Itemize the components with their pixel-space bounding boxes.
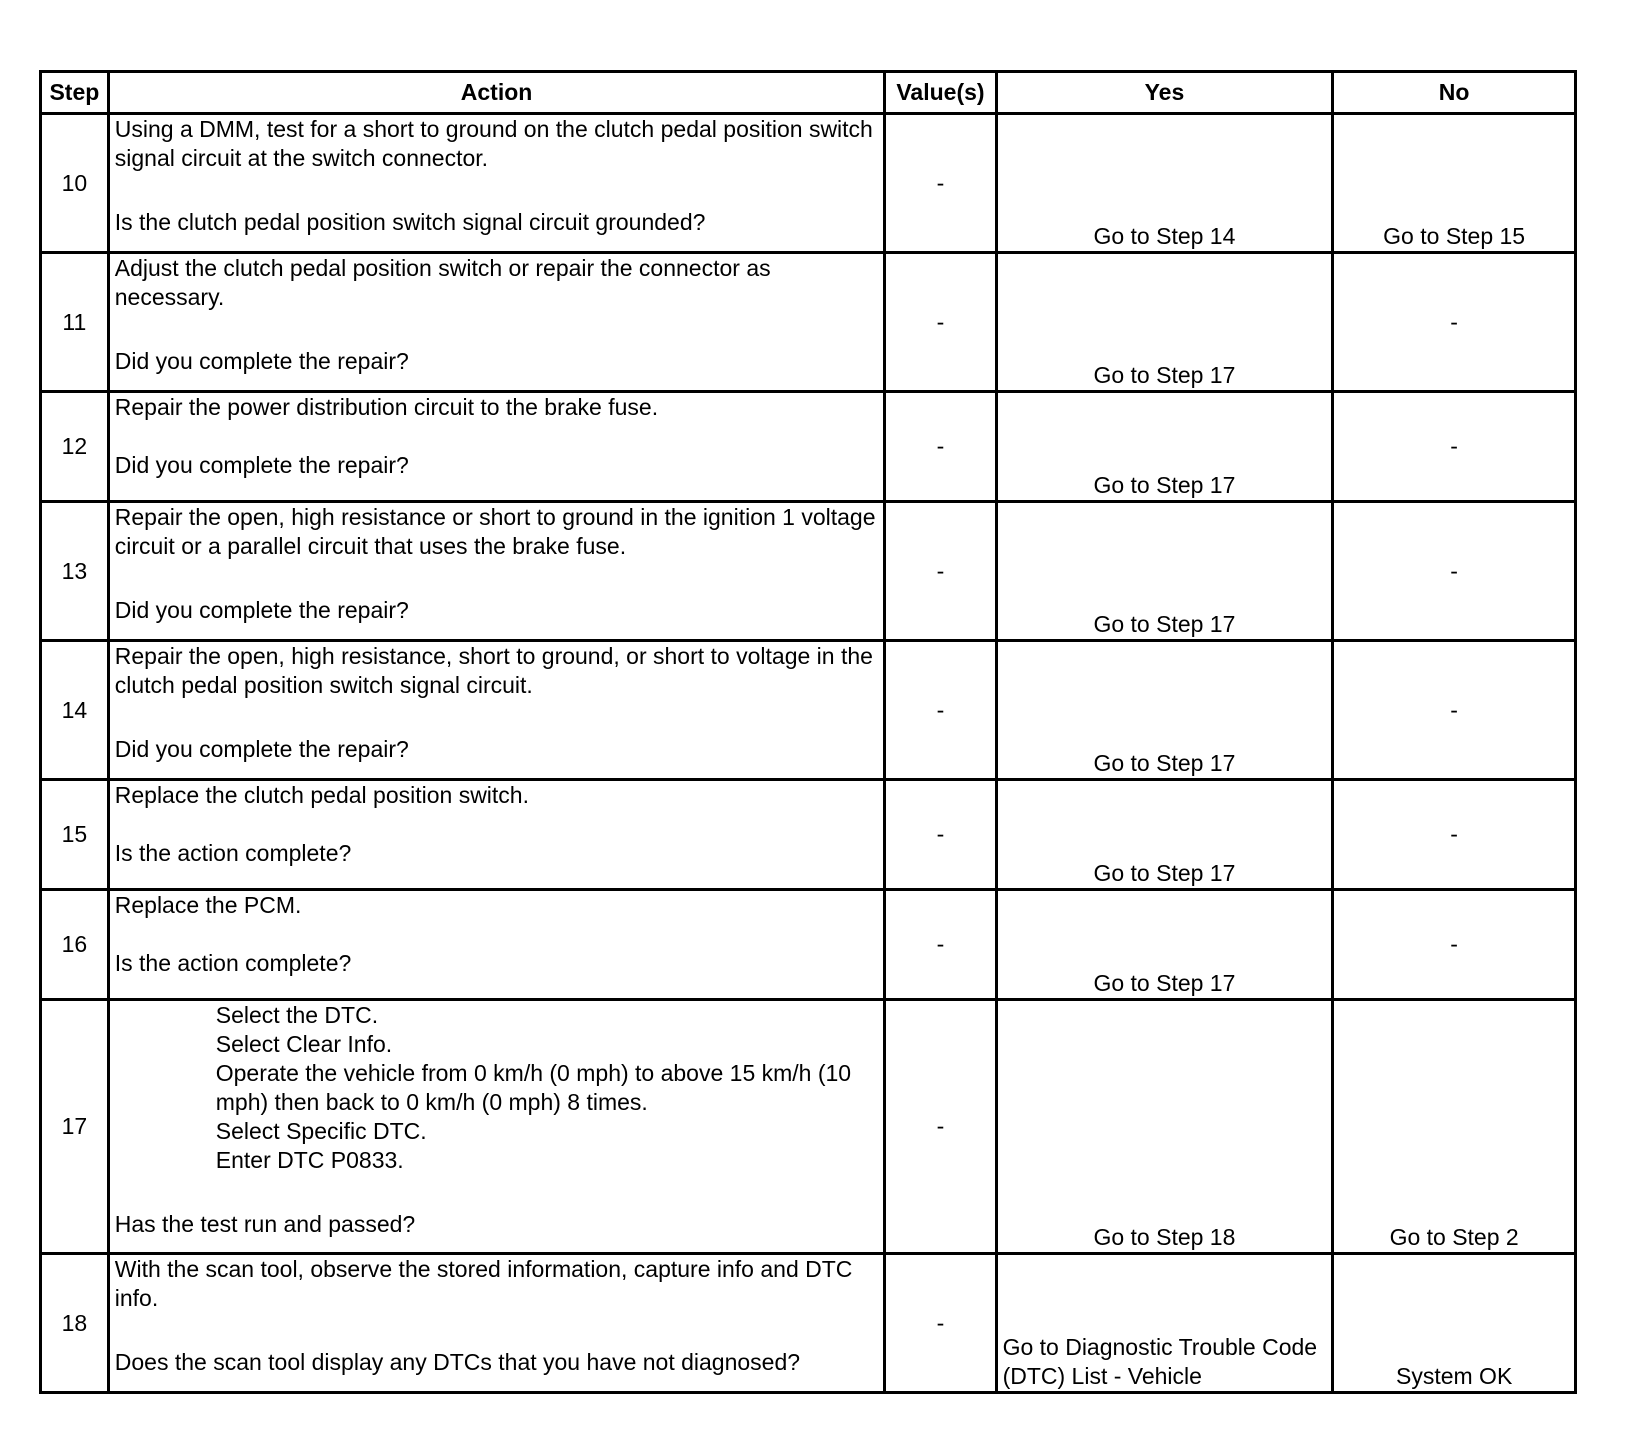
value-cell: -: [885, 1254, 996, 1393]
value-cell: -: [885, 890, 996, 1000]
yes-cell: Go to Step 14: [996, 114, 1333, 253]
value-cell: -: [885, 502, 996, 641]
no-cell: -: [1333, 392, 1576, 502]
step-number: 11: [41, 253, 109, 392]
list-item: Select the DTC.: [215, 1002, 379, 1028]
no-cell: System OK: [1333, 1254, 1576, 1393]
table-row: [41, 1000, 1576, 1254]
action-question: Is the clutch pedal position switch signal circuit grounded?: [114, 209, 706, 235]
header-yes: Yes: [996, 72, 1333, 114]
action-cell: [108, 253, 885, 392]
action-cell: [108, 1000, 885, 1254]
action-question: Does the scan tool display any DTCs that you have not diagnosed?: [114, 1349, 801, 1375]
step-number: 13: [41, 502, 109, 641]
no-cell: Go to Step 15: [1333, 114, 1576, 253]
action-text: Repair the open, high resistance, short to ground, or short to voltage in the clutch pedal position switch signal circuit.: [114, 643, 873, 698]
action-cell: [108, 780, 885, 890]
no-cell: Go to Step 2: [1333, 1000, 1576, 1254]
yes-cell: Go to Step 18: [996, 1000, 1333, 1254]
step-number: 17: [41, 1000, 109, 1254]
action-text: With the scan tool, observe the stored information, capture info and DTC info.: [114, 1256, 853, 1311]
step-number: 16: [41, 890, 109, 1000]
yes-cell: Go to Step 17: [996, 253, 1333, 392]
value-cell: -: [885, 253, 996, 392]
table-header-row: [41, 72, 1576, 114]
step-number: 18: [41, 1254, 109, 1393]
no-cell: -: [1333, 253, 1576, 392]
value-cell: -: [885, 780, 996, 890]
value-cell: -: [885, 392, 996, 502]
yes-cell: Go to Step 17: [996, 392, 1333, 502]
action-text: Repair the power distribution circuit to the brake fuse.: [114, 394, 659, 420]
no-cell: -: [1333, 502, 1576, 641]
action-question: Did you complete the repair?: [114, 736, 409, 762]
table-row: [41, 392, 1576, 502]
action-question: Has the test run and passed?: [114, 1211, 416, 1237]
step-number: 12: [41, 392, 109, 502]
list-item: Select Specific DTC.: [215, 1118, 427, 1144]
yes-cell: Go to Step 17: [996, 890, 1333, 1000]
header-step: Step: [41, 72, 109, 114]
no-cell: -: [1333, 780, 1576, 890]
action-cell: [108, 114, 885, 253]
table-row: [41, 114, 1576, 253]
table-row: [41, 253, 1576, 392]
list-item: Operate the vehicle from 0 km/h (0 mph) to above 15 km/h (10 mph) then back to 0 km/h (0 mph) 8 times.: [215, 1060, 852, 1115]
diagnostic-steps-table: [39, 70, 1577, 1394]
value-cell: -: [885, 114, 996, 253]
action-text: Adjust the clutch pedal position switch or repair the connector as necessary.: [114, 255, 771, 310]
list-item: Select Clear Info.: [215, 1031, 393, 1057]
action-question: Did you complete the repair?: [114, 452, 409, 478]
yes-cell: Go to Step 17: [996, 780, 1333, 890]
action-question: Is the action complete?: [114, 950, 352, 976]
no-cell: -: [1333, 890, 1576, 1000]
yes-cell: Go to Diagnostic Trouble Code (DTC) List - Vehicle: [996, 1254, 1333, 1393]
step-number: 14: [41, 641, 109, 780]
header-values: Value(s): [885, 72, 996, 114]
action-question: Is the action complete?: [114, 840, 352, 866]
action-question: Did you complete the repair?: [114, 597, 409, 623]
action-cell: [108, 1254, 885, 1393]
action-cell: [108, 641, 885, 780]
table-row: [41, 502, 1576, 641]
value-cell: -: [885, 1000, 996, 1254]
step-number: 10: [41, 114, 109, 253]
action-question: Did you complete the repair?: [114, 348, 409, 374]
table-row: [41, 780, 1576, 890]
no-cell: -: [1333, 641, 1576, 780]
action-cell: [108, 502, 885, 641]
action-steps-list: [115, 1001, 879, 1175]
table-row: [41, 1254, 1576, 1393]
action-cell: [108, 890, 885, 1000]
value-cell: -: [885, 641, 996, 780]
action-text: Repair the open, high resistance or short to ground in the ignition 1 voltage circuit or a parallel circuit that uses the brake fuse.: [114, 504, 876, 559]
table-row: [41, 641, 1576, 780]
yes-cell: Go to Step 17: [996, 641, 1333, 780]
action-text: Replace the clutch pedal position switch.: [114, 782, 529, 808]
action-text: Using a DMM, test for a short to ground on the clutch pedal position switch signal circuit at the switch connector.: [114, 116, 873, 171]
table-row: [41, 890, 1576, 1000]
yes-cell: Go to Step 17: [996, 502, 1333, 641]
list-item: Enter DTC P0833.: [215, 1147, 404, 1173]
step-number: 15: [41, 780, 109, 890]
action-cell: [108, 392, 885, 502]
action-text: Replace the PCM.: [114, 892, 302, 918]
header-no: No: [1333, 72, 1576, 114]
header-action: Action: [108, 72, 885, 114]
